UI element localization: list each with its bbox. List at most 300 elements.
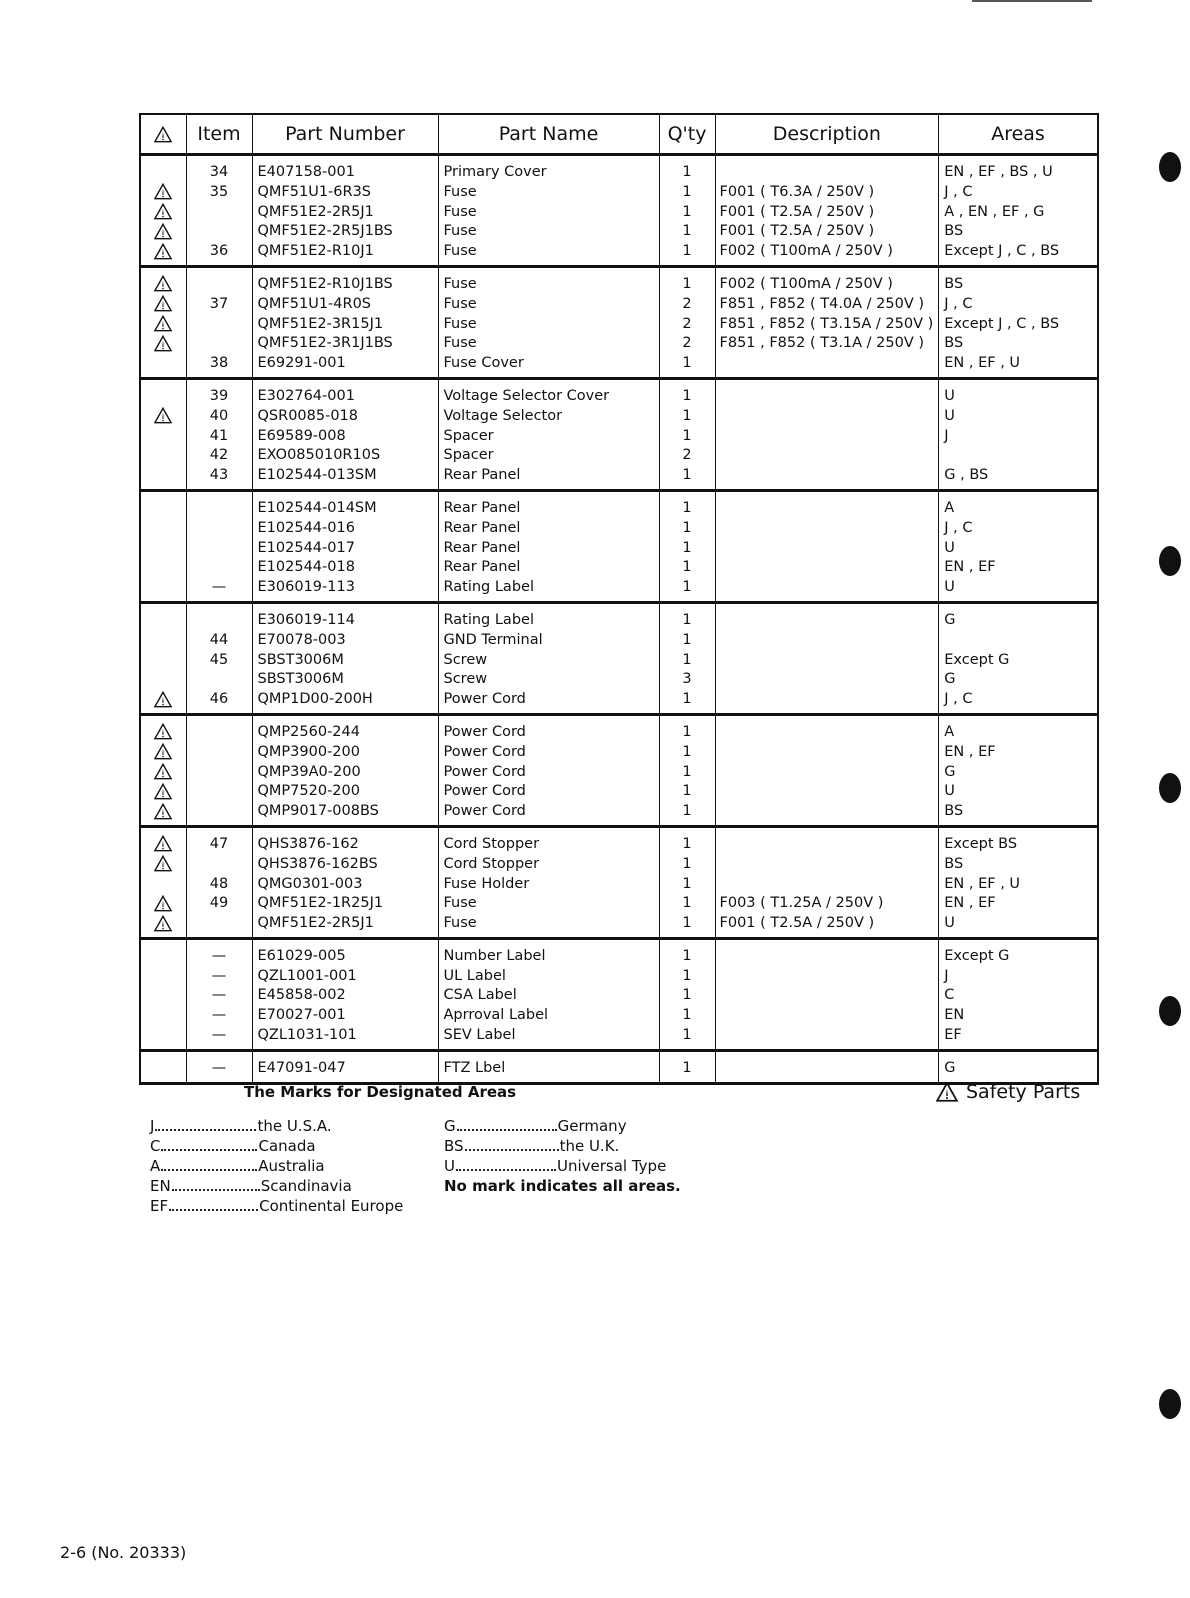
safety-mark-cell xyxy=(140,155,186,183)
part-number-cell: QMF51U1-4R0S xyxy=(252,295,438,315)
quantity-cell: 1 xyxy=(659,855,715,875)
part-name-cell: Spacer xyxy=(438,446,659,466)
warning-triangle-icon xyxy=(154,295,172,312)
part-name-cell: Number Label xyxy=(438,938,659,966)
item-number-cell: 49 xyxy=(186,894,252,914)
safety-mark-cell xyxy=(140,295,186,315)
legend-area-name: the U.S.A. xyxy=(257,1117,332,1135)
part-name-cell: Rating Label xyxy=(438,602,659,630)
warning-triangle-icon xyxy=(154,203,172,220)
part-name-cell: Fuse xyxy=(438,334,659,354)
quantity-cell: 1 xyxy=(659,155,715,183)
header-qty: Q'ty xyxy=(659,114,715,155)
legend-entry xyxy=(444,1116,681,1136)
safety-mark-cell xyxy=(140,826,186,854)
areas-cell: C xyxy=(939,986,1098,1006)
part-number-cell: QMF51E2-3R1J1BS xyxy=(252,334,438,354)
safety-mark-cell xyxy=(140,427,186,447)
quantity-cell: 1 xyxy=(659,938,715,966)
description-cell: F003 ( T1.25A / 250V ) xyxy=(715,894,939,914)
areas-cell: U xyxy=(939,378,1098,406)
part-number-cell: QMF51E2-1R25J1 xyxy=(252,894,438,914)
description-cell xyxy=(715,578,939,602)
item-number-cell: 41 xyxy=(186,427,252,447)
table-row xyxy=(140,855,1098,875)
safety-mark-cell xyxy=(140,714,186,742)
table-row xyxy=(140,519,1098,539)
part-name-cell: Fuse xyxy=(438,183,659,203)
table-row xyxy=(140,354,1098,378)
part-name-cell: Spacer xyxy=(438,427,659,447)
item-number-cell xyxy=(186,914,252,938)
quantity-cell: 1 xyxy=(659,558,715,578)
item-number-cell: 48 xyxy=(186,875,252,895)
binder-hole-mark xyxy=(1159,773,1181,803)
item-number-cell: — xyxy=(186,938,252,966)
quantity-cell: 1 xyxy=(659,914,715,938)
areas-cell: Except G xyxy=(939,938,1098,966)
warning-triangle-icon xyxy=(154,243,172,260)
part-number-cell: E306019-114 xyxy=(252,602,438,630)
warning-triangle-icon xyxy=(154,763,172,780)
part-name-cell: SEV Label xyxy=(438,1026,659,1050)
part-name-cell: Rear Panel xyxy=(438,539,659,559)
legend-area-name: the U.K. xyxy=(559,1137,620,1155)
quantity-cell: 1 xyxy=(659,967,715,987)
table-row xyxy=(140,539,1098,559)
quantity-cell: 1 xyxy=(659,690,715,714)
legend-code: C xyxy=(150,1137,161,1155)
quantity-cell: 2 xyxy=(659,315,715,335)
quantity-cell: 3 xyxy=(659,670,715,690)
description-cell xyxy=(715,855,939,875)
binder-hole-mark xyxy=(1159,152,1181,182)
areas-cell: EN , EF xyxy=(939,894,1098,914)
quantity-cell: 1 xyxy=(659,714,715,742)
item-number-cell: 39 xyxy=(186,378,252,406)
binder-hole-mark xyxy=(1159,996,1181,1026)
header-part-name: Part Name xyxy=(438,114,659,155)
table-row xyxy=(140,407,1098,427)
item-number-cell xyxy=(186,203,252,223)
table-row xyxy=(140,602,1098,630)
part-name-cell: GND Terminal xyxy=(438,631,659,651)
part-number-cell: QMG0301-003 xyxy=(252,875,438,895)
header-description: Description xyxy=(715,114,939,155)
safety-parts-label: Safety Parts xyxy=(966,1081,1081,1103)
page-footer: 2-6 (No. 20333) xyxy=(60,1543,187,1562)
table-row xyxy=(140,802,1098,826)
description-cell: F851 , F852 ( T4.0A / 250V ) xyxy=(715,295,939,315)
safety-mark-cell xyxy=(140,743,186,763)
part-name-cell: Fuse xyxy=(438,242,659,266)
quantity-cell: 1 xyxy=(659,539,715,559)
areas-cell: A xyxy=(939,490,1098,518)
safety-mark-cell xyxy=(140,558,186,578)
areas-cell: Except J , C , BS xyxy=(939,242,1098,266)
table-row xyxy=(140,782,1098,802)
legend-code: A xyxy=(150,1157,161,1175)
item-number-cell: 42 xyxy=(186,446,252,466)
part-name-cell: Screw xyxy=(438,651,659,671)
warning-triangle-icon xyxy=(154,723,172,740)
description-cell xyxy=(715,519,939,539)
table-row xyxy=(140,466,1098,490)
table-row xyxy=(140,490,1098,518)
safety-mark-cell xyxy=(140,446,186,466)
table-row xyxy=(140,222,1098,242)
table-row xyxy=(140,558,1098,578)
part-number-cell: QZL1031-101 xyxy=(252,1026,438,1050)
item-number-cell: — xyxy=(186,1006,252,1026)
quantity-cell: 1 xyxy=(659,826,715,854)
part-number-cell: QMF51E2-2R5J1 xyxy=(252,914,438,938)
safety-mark-cell xyxy=(140,578,186,602)
legend-code: BS xyxy=(444,1137,464,1155)
item-number-cell xyxy=(186,670,252,690)
legend-area-name: Australia xyxy=(258,1157,325,1175)
warning-triangle-icon xyxy=(154,855,172,872)
item-number-cell xyxy=(186,519,252,539)
item-number-cell: 35 xyxy=(186,183,252,203)
leader-dots xyxy=(161,1169,257,1171)
quantity-cell: 1 xyxy=(659,802,715,826)
part-name-cell: Voltage Selector Cover xyxy=(438,378,659,406)
part-name-cell: Rating Label xyxy=(438,578,659,602)
areas-cell: BS xyxy=(939,334,1098,354)
table-row xyxy=(140,1050,1098,1083)
safety-mark-cell xyxy=(140,855,186,875)
description-cell xyxy=(715,446,939,466)
safety-mark-cell xyxy=(140,670,186,690)
item-number-cell xyxy=(186,743,252,763)
legend-entry xyxy=(150,1136,403,1156)
part-name-cell: UL Label xyxy=(438,967,659,987)
quantity-cell: 1 xyxy=(659,266,715,294)
legend-code: J xyxy=(150,1117,155,1135)
table-row xyxy=(140,378,1098,406)
legend-entry xyxy=(150,1176,403,1196)
item-number-cell: — xyxy=(186,1026,252,1050)
safety-mark-cell xyxy=(140,690,186,714)
areas-cell: J , C xyxy=(939,519,1098,539)
table-row xyxy=(140,875,1098,895)
part-number-cell: QMF51E2-2R5J1 xyxy=(252,203,438,223)
item-number-cell: 46 xyxy=(186,690,252,714)
part-name-cell: Power Cord xyxy=(438,743,659,763)
warning-triangle-icon xyxy=(936,1082,958,1102)
binder-hole-mark xyxy=(1159,546,1181,576)
part-name-cell: Fuse xyxy=(438,914,659,938)
part-name-cell: Screw xyxy=(438,670,659,690)
warning-triangle-icon xyxy=(154,315,172,332)
table-row xyxy=(140,242,1098,266)
safety-mark-cell xyxy=(140,466,186,490)
legend-code: U xyxy=(444,1157,455,1175)
part-name-cell: Fuse xyxy=(438,894,659,914)
part-number-cell: QMP2560-244 xyxy=(252,714,438,742)
part-number-cell: E302764-001 xyxy=(252,378,438,406)
areas-cell: A xyxy=(939,714,1098,742)
item-number-cell xyxy=(186,266,252,294)
safety-mark-cell xyxy=(140,183,186,203)
table-row xyxy=(140,427,1098,447)
item-number-cell xyxy=(186,855,252,875)
quantity-cell: 1 xyxy=(659,1006,715,1026)
areas-cell: EN xyxy=(939,1006,1098,1026)
description-cell xyxy=(715,782,939,802)
safety-mark-cell xyxy=(140,242,186,266)
quantity-cell: 1 xyxy=(659,203,715,223)
part-name-cell: Power Cord xyxy=(438,782,659,802)
quantity-cell: 1 xyxy=(659,183,715,203)
item-number-cell: — xyxy=(186,1050,252,1083)
part-number-cell: QMP1D00-200H xyxy=(252,690,438,714)
warning-triangle-icon xyxy=(154,335,172,352)
quantity-cell: 1 xyxy=(659,894,715,914)
header-safety xyxy=(140,114,186,155)
description-cell: F001 ( T2.5A / 250V ) xyxy=(715,203,939,223)
legend-entry xyxy=(150,1156,403,1176)
quantity-cell: 1 xyxy=(659,427,715,447)
part-name-cell: Rear Panel xyxy=(438,519,659,539)
description-cell xyxy=(715,938,939,966)
part-number-cell: E61029-005 xyxy=(252,938,438,966)
safety-mark-cell xyxy=(140,519,186,539)
safety-mark-cell xyxy=(140,763,186,783)
warning-triangle-icon xyxy=(154,183,172,200)
quantity-cell: 1 xyxy=(659,631,715,651)
quantity-cell: 1 xyxy=(659,1050,715,1083)
leader-dots xyxy=(169,1209,258,1211)
item-number-cell xyxy=(186,602,252,630)
safety-mark-cell xyxy=(140,875,186,895)
part-name-cell: Cord Stopper xyxy=(438,855,659,875)
parts-table-body xyxy=(140,155,1098,1084)
areas-cell: BS xyxy=(939,855,1098,875)
description-cell xyxy=(715,875,939,895)
part-name-cell: Fuse xyxy=(438,315,659,335)
item-number-cell: — xyxy=(186,578,252,602)
description-cell xyxy=(715,986,939,1006)
description-cell: F002 ( T100mA / 250V ) xyxy=(715,266,939,294)
part-number-cell: QMP7520-200 xyxy=(252,782,438,802)
part-number-cell: E306019-113 xyxy=(252,578,438,602)
table-row xyxy=(140,690,1098,714)
quantity-cell: 1 xyxy=(659,378,715,406)
item-number-cell: 43 xyxy=(186,466,252,490)
leader-dots xyxy=(465,1149,559,1151)
part-number-cell: E70027-001 xyxy=(252,1006,438,1026)
part-number-cell: E69589-008 xyxy=(252,427,438,447)
areas-cell: U xyxy=(939,407,1098,427)
areas-cell: BS xyxy=(939,802,1098,826)
legend-entry xyxy=(150,1196,403,1216)
areas-cell: EF xyxy=(939,1026,1098,1050)
legend-code: EF xyxy=(150,1197,169,1215)
areas-cell: U xyxy=(939,578,1098,602)
part-name-cell: Rear Panel xyxy=(438,466,659,490)
areas-cell: EN , EF , U xyxy=(939,354,1098,378)
description-cell xyxy=(715,155,939,183)
item-number-cell: 37 xyxy=(186,295,252,315)
table-row xyxy=(140,446,1098,466)
warning-triangle-icon xyxy=(154,691,172,708)
table-row xyxy=(140,826,1098,854)
warning-triangle-icon xyxy=(154,743,172,760)
item-number-cell xyxy=(186,222,252,242)
part-name-cell: Fuse xyxy=(438,295,659,315)
legend-entry xyxy=(444,1156,681,1176)
safety-mark-cell xyxy=(140,1026,186,1050)
description-cell: F002 ( T100mA / 250V ) xyxy=(715,242,939,266)
part-name-cell: Fuse Cover xyxy=(438,354,659,378)
areas-cell: G xyxy=(939,602,1098,630)
quantity-cell: 2 xyxy=(659,295,715,315)
item-number-cell: — xyxy=(186,986,252,1006)
item-number-cell xyxy=(186,558,252,578)
leader-dots xyxy=(172,1189,260,1191)
safety-mark-cell xyxy=(140,894,186,914)
safety-mark-cell xyxy=(140,266,186,294)
description-cell xyxy=(715,378,939,406)
table-row xyxy=(140,334,1098,354)
safety-mark-cell xyxy=(140,490,186,518)
legend-code: G xyxy=(444,1117,456,1135)
quantity-cell: 2 xyxy=(659,334,715,354)
part-name-cell: Cord Stopper xyxy=(438,826,659,854)
item-number-cell xyxy=(186,334,252,354)
part-number-cell: SBST3006M xyxy=(252,670,438,690)
part-number-cell: E407158-001 xyxy=(252,155,438,183)
areas-cell: J , C xyxy=(939,183,1098,203)
warning-triangle-icon xyxy=(154,783,172,800)
quantity-cell: 1 xyxy=(659,490,715,518)
safety-mark-cell xyxy=(140,334,186,354)
item-number-cell: 38 xyxy=(186,354,252,378)
description-cell xyxy=(715,539,939,559)
safety-mark-cell xyxy=(140,631,186,651)
part-name-cell: Primary Cover xyxy=(438,155,659,183)
description-cell xyxy=(715,714,939,742)
legend-entry xyxy=(150,1116,403,1136)
part-name-cell: Fuse Holder xyxy=(438,875,659,895)
part-number-cell: QSR0085-018 xyxy=(252,407,438,427)
leader-dots xyxy=(155,1129,256,1131)
quantity-cell: 2 xyxy=(659,446,715,466)
legend-entry xyxy=(444,1136,681,1156)
item-number-cell: 36 xyxy=(186,242,252,266)
header-item: Item xyxy=(186,114,252,155)
legend-left-column xyxy=(150,1116,403,1216)
item-number-cell xyxy=(186,714,252,742)
legend-right-column xyxy=(444,1116,681,1196)
part-name-cell: Fuse xyxy=(438,203,659,223)
table-row xyxy=(140,714,1098,742)
description-cell xyxy=(715,1026,939,1050)
safety-mark-cell xyxy=(140,602,186,630)
part-name-cell: FTZ Lbel xyxy=(438,1050,659,1083)
safety-mark-cell xyxy=(140,407,186,427)
warning-triangle-icon xyxy=(154,803,172,820)
areas-cell: Except BS xyxy=(939,826,1098,854)
areas-cell: U xyxy=(939,914,1098,938)
quantity-cell: 1 xyxy=(659,466,715,490)
quantity-cell: 1 xyxy=(659,875,715,895)
part-name-cell: Fuse xyxy=(438,266,659,294)
part-number-cell: QMP3900-200 xyxy=(252,743,438,763)
item-number-cell: 40 xyxy=(186,407,252,427)
legend-title: The Marks for Designated Areas xyxy=(244,1083,517,1101)
description-cell xyxy=(715,1006,939,1026)
table-row xyxy=(140,914,1098,938)
warning-triangle-icon xyxy=(154,223,172,240)
table-row xyxy=(140,763,1098,783)
part-number-cell: E45858-002 xyxy=(252,986,438,1006)
table-row xyxy=(140,938,1098,966)
table-header-row xyxy=(140,114,1098,155)
areas-cell: G xyxy=(939,1050,1098,1083)
part-number-cell: QMF51E2-2R5J1BS xyxy=(252,222,438,242)
areas-cell: G xyxy=(939,763,1098,783)
part-number-cell: QHS3876-162 xyxy=(252,826,438,854)
quantity-cell: 1 xyxy=(659,222,715,242)
description-cell xyxy=(715,826,939,854)
areas-cell: J xyxy=(939,967,1098,987)
description-cell xyxy=(715,670,939,690)
quantity-cell: 1 xyxy=(659,242,715,266)
leader-dots xyxy=(457,1129,557,1131)
part-name-cell: Power Cord xyxy=(438,714,659,742)
table-row xyxy=(140,203,1098,223)
part-number-cell: E102544-018 xyxy=(252,558,438,578)
warning-triangle-icon xyxy=(154,126,172,143)
warning-triangle-icon xyxy=(154,407,172,424)
areas-cell: U xyxy=(939,539,1098,559)
part-number-cell: E102544-014SM xyxy=(252,490,438,518)
leader-dots xyxy=(456,1169,556,1171)
description-cell xyxy=(715,743,939,763)
description-cell: F001 ( T2.5A / 250V ) xyxy=(715,914,939,938)
item-number-cell: 47 xyxy=(186,826,252,854)
top-edge-line xyxy=(972,0,1092,2)
quantity-cell: 1 xyxy=(659,1026,715,1050)
part-number-cell: EXO085010R10S xyxy=(252,446,438,466)
part-number-cell: QMP39A0-200 xyxy=(252,763,438,783)
table-row xyxy=(140,315,1098,335)
quantity-cell: 1 xyxy=(659,354,715,378)
parts-list-table xyxy=(139,113,1099,1085)
item-number-cell xyxy=(186,490,252,518)
quantity-cell: 1 xyxy=(659,763,715,783)
table-row xyxy=(140,967,1098,987)
description-cell xyxy=(715,407,939,427)
areas-cell: Except G xyxy=(939,651,1098,671)
table-row xyxy=(140,266,1098,294)
description-cell xyxy=(715,354,939,378)
areas-cell: EN , EF , U xyxy=(939,875,1098,895)
header-part-number: Part Number xyxy=(252,114,438,155)
quantity-cell: 1 xyxy=(659,782,715,802)
areas-cell: J , C xyxy=(939,295,1098,315)
areas-cell: A , EN , EF , G xyxy=(939,203,1098,223)
areas-cell: J , C xyxy=(939,690,1098,714)
warning-triangle-icon xyxy=(154,915,172,932)
quantity-cell: 1 xyxy=(659,407,715,427)
header-areas: Areas xyxy=(939,114,1098,155)
description-cell: F001 ( T2.5A / 250V ) xyxy=(715,222,939,242)
part-number-cell: SBST3006M xyxy=(252,651,438,671)
